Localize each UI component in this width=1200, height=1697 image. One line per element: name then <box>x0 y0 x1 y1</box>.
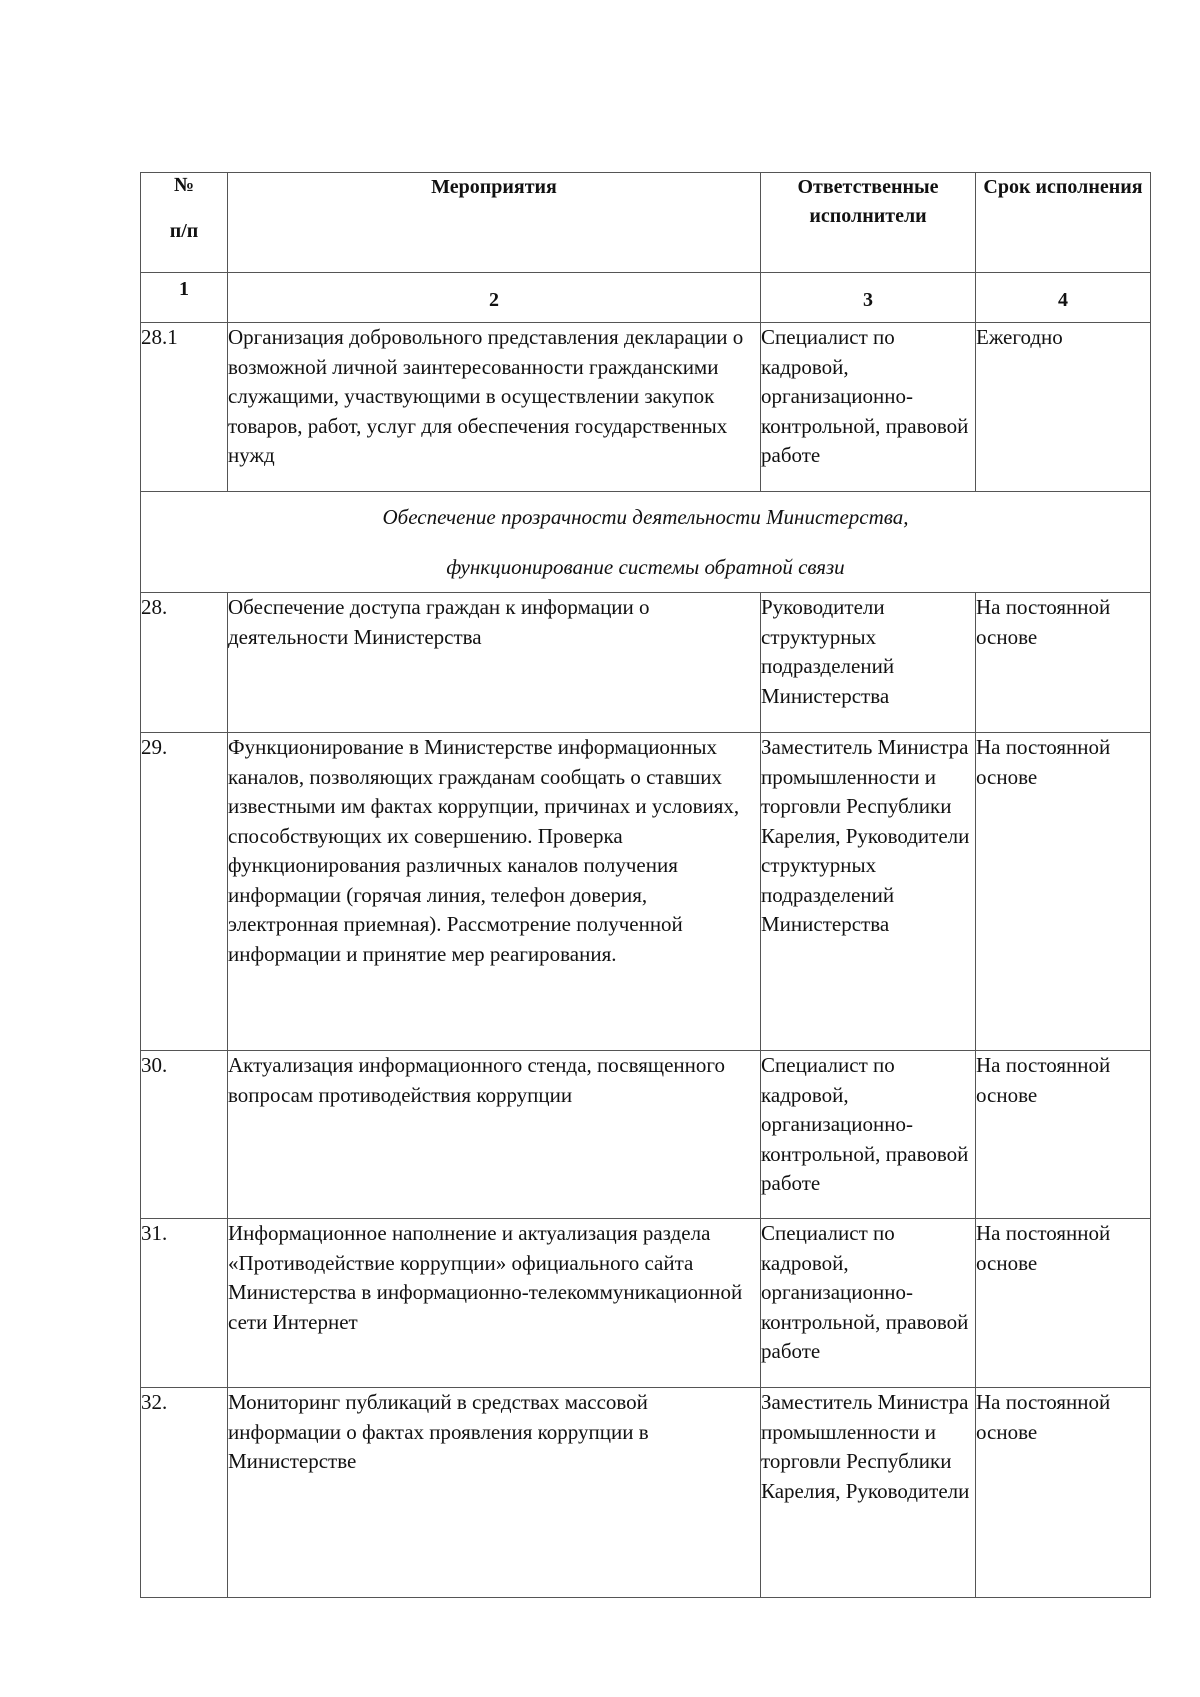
row-number: 28. <box>141 593 228 733</box>
section-heading-line: функционирование системы обратной связи <box>446 555 845 579</box>
row-deadline: На постоянной основе <box>976 1051 1151 1219</box>
header-number-sign: № <box>173 174 195 196</box>
row-activity: Функционирование в Министерстве информационных каналов, позволяющих гражданам сообщать о ставших известными им фактах коррупции, причинах и условиях, способствующих их совершению. Проверка функционирования различных каналов получения информации (горячая линия, телефон доверия, электронная приемная). Рассмотрение полученной информации и принятие мер реагирования. <box>228 733 761 1051</box>
row-number: 28.1 <box>141 323 228 492</box>
row-deadline: На постоянной основе <box>976 733 1151 1051</box>
column-numbers-row <box>141 273 1151 323</box>
row-deadline: Ежегодно <box>976 323 1151 492</box>
table-row <box>141 1388 1151 1598</box>
section-heading <box>141 492 1151 593</box>
header-responsible: Ответственные исполнители <box>761 173 976 273</box>
row-number: 29. <box>141 733 228 1051</box>
header-activities: Мероприятия <box>228 173 761 273</box>
table-row <box>141 323 1151 492</box>
row-responsible: Специалист по кадровой, организационно-контрольной, правовой работе <box>761 1219 976 1388</box>
row-responsible: Заместитель Министра промышленности и торговли Республики Карелия, Руководители <box>761 1388 976 1598</box>
table-row <box>141 1051 1151 1219</box>
section-heading-line: Обеспечение прозрачности деятельности Министерства, <box>382 505 909 529</box>
row-responsible: Заместитель Министра промышленности и торговли Республики Карелия, Руководители структурных подразделений Министерства <box>761 733 976 1051</box>
header-number-label: п/п <box>169 220 199 242</box>
row-number: 30. <box>141 1051 228 1219</box>
row-responsible: Специалист по кадровой, организационно-контрольной, правовой работе <box>761 323 976 492</box>
row-activity: Обеспечение доступа граждан к информации о деятельности Министерства <box>228 593 761 733</box>
row-activity: Мониторинг публикаций в средствах массовой информации о фактах проявления коррупции в Министерстве <box>228 1388 761 1598</box>
row-deadline: На постоянной основе <box>976 593 1151 733</box>
row-deadline: На постоянной основе <box>976 1219 1151 1388</box>
table-row <box>141 593 1151 733</box>
row-number: 32. <box>141 1388 228 1598</box>
row-responsible: Руководители структурных подразделений Министерства <box>761 593 976 733</box>
measures-table <box>140 172 1151 1598</box>
table-row <box>141 733 1151 1051</box>
column-number: 3 <box>761 273 976 323</box>
section-heading-row <box>141 492 1151 593</box>
row-activity: Организация добровольного представления декларации о возможной личной заинтересованности гражданскими служащими, участвующими в осуществлении закупок товаров, работ, услуг для обеспечения государственных нужд <box>228 323 761 492</box>
column-number: 4 <box>976 273 1151 323</box>
row-responsible: Специалист по кадровой, организационно-контрольной, правовой работе <box>761 1051 976 1219</box>
row-activity: Информационное наполнение и актуализация раздела «Противодействие коррупции» официального сайта Министерства в информационно-телекоммуникационной сети Интернет <box>228 1219 761 1388</box>
table-row <box>141 1219 1151 1388</box>
column-number: 2 <box>228 273 761 323</box>
row-deadline: На постоянной основе <box>976 1388 1151 1598</box>
header-number <box>141 173 228 273</box>
row-activity: Актуализация информационного стенда, посвященного вопросам противодействия коррупции <box>228 1051 761 1219</box>
header-deadline: Срок исполнения <box>976 173 1151 273</box>
table-header-row <box>141 173 1151 273</box>
column-number: 1 <box>141 273 228 323</box>
row-number: 31. <box>141 1219 228 1388</box>
